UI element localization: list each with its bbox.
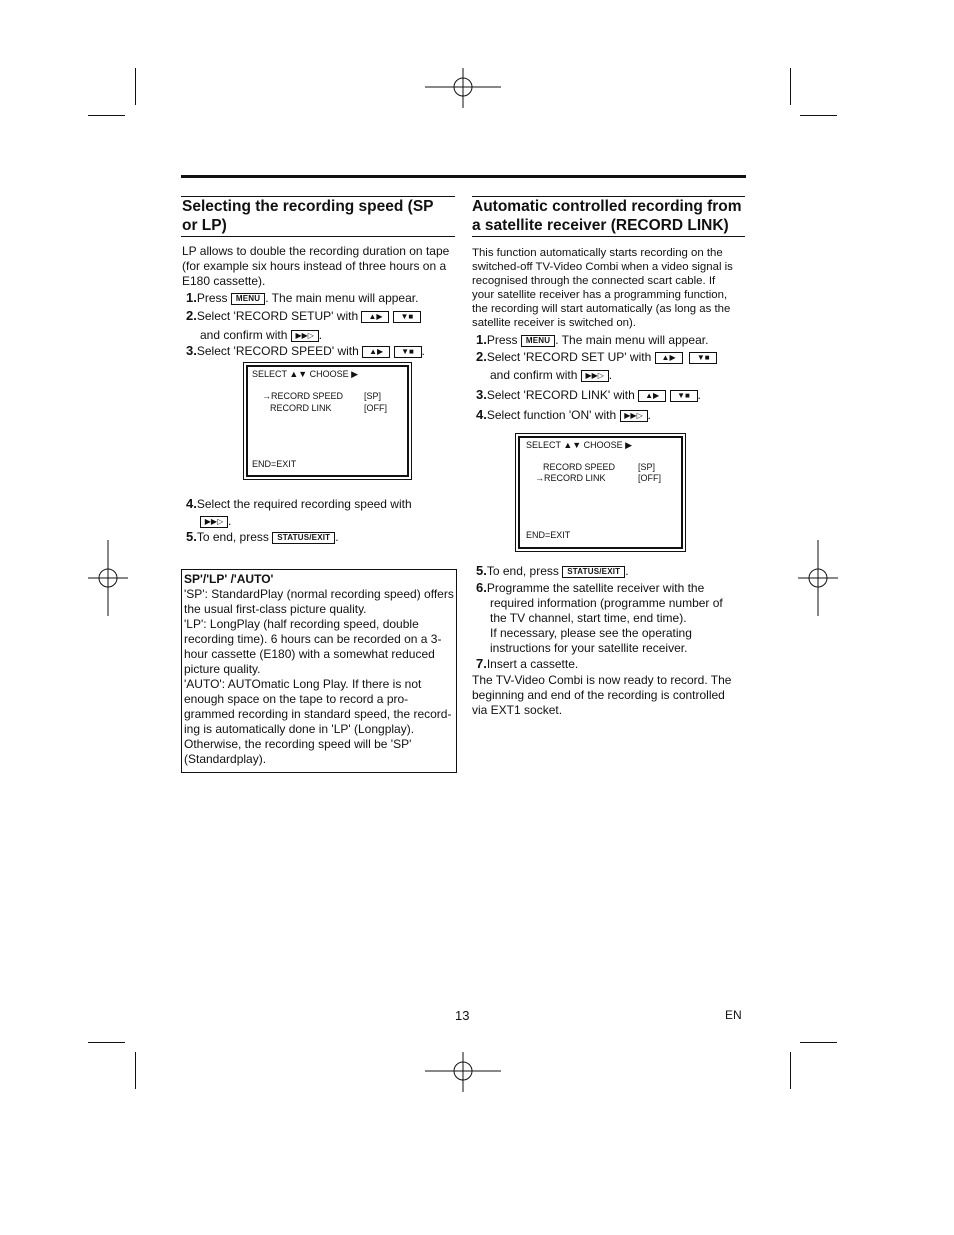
right-step-6: 6.Programme the satellite receiver with the	[476, 580, 705, 595]
up-button-icon: ▲▶	[638, 390, 666, 402]
screen-row-value: [SP]	[638, 462, 656, 472]
right-step-4: 4.Select function 'ON' with ▶▶▷ .	[476, 407, 651, 422]
screen-row-value: [OFF]	[638, 473, 661, 483]
screen-row-value: [SP]	[364, 391, 382, 401]
registration-mark-left	[88, 540, 128, 616]
right-step-7: 7.Insert a cassette.	[476, 656, 579, 671]
right-intro: This function automatically starts recording on the switched-off TV-Video Combi when a video signal is recognised through the connected scart cable. If your satellite receiver has a programming function, the recording will start automatically (as long as the satellite receiver is switched on).	[472, 247, 733, 329]
right-menu-screen	[515, 433, 686, 552]
screen-row-label: RECORD SPEED	[543, 462, 616, 472]
left-title-rule-bottom	[181, 236, 455, 237]
right-step-2: 2.Select 'RECORD SET UP' with ▲▶ ▼■	[476, 349, 717, 365]
right-step-3: 3.Select 'RECORD LINK' with ▲▶ ▼■ .	[476, 387, 701, 402]
down-button-icon: ▼■	[689, 352, 717, 364]
up-button-icon: ▲▶	[361, 311, 389, 323]
screen-row-label: RECORD LINK	[270, 403, 332, 413]
top-rule	[181, 175, 746, 178]
screen-row-label: →RECORD LINK	[535, 473, 606, 483]
right-step-6-continued: required information (programme number of the TV channel, start time, end time). If necessary, please see the operating instructions for your satellite receiver.	[490, 596, 723, 655]
play-button-icon: ▶▶▷	[200, 516, 228, 528]
screen-footer: END=EXIT	[252, 459, 297, 469]
info-heading: SP'/'LP' /'AUTO'	[184, 572, 274, 586]
right-step-2-confirm: and confirm with ▶▶▷ .	[490, 368, 613, 382]
right-section-title: Automatic controlled recording from a satellite receiver (RECORD LINK)	[472, 198, 742, 234]
screen-row-value: [OFF]	[364, 403, 387, 413]
down-button-icon: ▼■	[670, 390, 698, 402]
left-step-3: 3.Select 'RECORD SPEED' with ▲▶ ▼■ .	[186, 343, 425, 358]
up-button-icon: ▲▶	[362, 346, 390, 358]
status-exit-key-icon: STATUS/EXIT	[272, 532, 335, 544]
speed-info-box: SP'/'LP' /'AUTO' 'SP': StandardPlay (normal recording speed) offers the usual first-class picture quality. 'LP': LongPlay (half recording speed, double recording time). 6 hours can be recorded on a 3- hour cassette (E180) with a somewhat reduced picture quality. 'AUTO': AUTOmatic Long Play. If there is not enough space on the tape to record a pro- grammed recording in standard speed, the record- ing is automatically done in 'LP' (Longplay). Otherwise, the recording speed will be 'SP' (Standardplay).	[181, 569, 457, 773]
screen-row-label: →RECORD SPEED	[262, 391, 344, 401]
play-button-icon: ▶▶▷	[291, 330, 319, 342]
menu-key-icon: MENU	[231, 293, 265, 305]
left-section-title: Selecting the recording speed (SP or LP)	[182, 198, 434, 234]
page-number: 13	[455, 1008, 470, 1023]
left-step-4: 4.Select the required recording speed with	[186, 496, 412, 511]
screen-footer: END=EXIT	[526, 530, 571, 540]
play-button-icon: ▶▶▷	[581, 370, 609, 382]
language-code: EN	[725, 1008, 742, 1022]
left-intro: LP allows to double the recording duration on tape (for example six hours instead of three hours on a E180 cassette).	[182, 244, 450, 288]
registration-mark-right	[798, 540, 838, 616]
play-button-icon: ▶▶▷	[620, 410, 648, 422]
screen-header: SELECT ▲▼ CHOOSE ▶	[252, 369, 359, 379]
right-title-rule-bottom	[472, 236, 745, 237]
down-button-icon: ▼■	[393, 311, 421, 323]
down-button-icon: ▼■	[394, 346, 422, 358]
left-menu-screen	[243, 362, 412, 480]
right-step-5: 5.To end, press STATUS/EXIT .	[476, 563, 629, 578]
menu-key-icon: MENU	[521, 335, 555, 347]
status-exit-key-icon: STATUS/EXIT	[562, 566, 625, 578]
up-button-icon: ▲▶	[655, 352, 683, 364]
right-step-1: 1.Press MENU . The main menu will appear.	[476, 332, 709, 347]
left-step-1: 1.Press MENU . The main menu will appear.	[186, 290, 419, 305]
left-step-2-confirm: and confirm with ▶▶▷ .	[200, 328, 323, 342]
registration-mark-bottom	[425, 1052, 501, 1092]
right-outro: The TV-Video Combi is now ready to record. The beginning and end of the recording is controlled via EXT1 socket.	[472, 673, 732, 717]
registration-mark-top	[425, 68, 501, 108]
screen-header: SELECT ▲▼ CHOOSE ▶	[526, 440, 633, 450]
left-step-5: 5.To end, press STATUS/EXIT .	[186, 529, 339, 544]
left-step-2: 2.Select 'RECORD SETUP' with ▲▶ ▼■	[186, 308, 421, 324]
left-step-4-button: ▶▶▷ .	[200, 513, 231, 529]
